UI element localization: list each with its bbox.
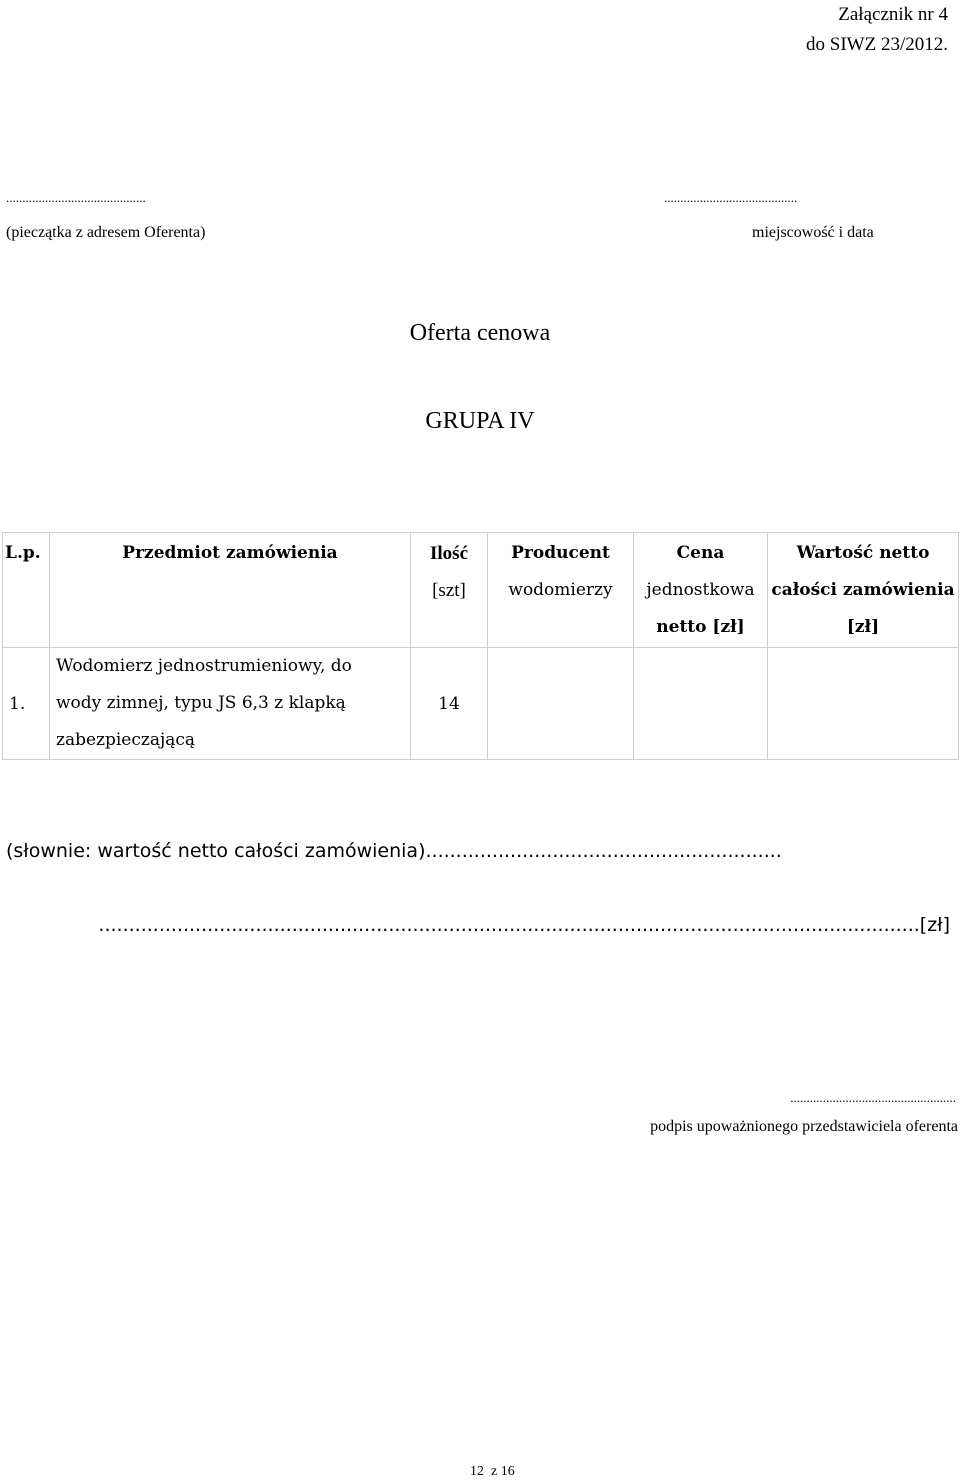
- row-quantity: 14: [411, 648, 488, 760]
- attachment-number: Załącznik nr 4: [838, 4, 948, 25]
- attachment-header: [806, 0, 948, 60]
- row-total-value[interactable]: [768, 648, 959, 760]
- place-date-label: miejscowość i data: [752, 224, 874, 241]
- group-title: GRUPA IV: [425, 408, 535, 434]
- table-row: [3, 648, 959, 760]
- amount-in-words-continuation: ........................................................................................................................................[zł]: [98, 914, 950, 936]
- header-producer: Producent wodomierzy: [488, 533, 634, 648]
- row-producer[interactable]: [488, 648, 634, 760]
- row-subject: Wodomierz jednostrumieniowy, do wody zimnej, typu JS 6,3 z klapką zabezpieczającą: [50, 648, 411, 760]
- signature-label: podpis upoważnionego przedstawiciela oferenta: [650, 1118, 958, 1135]
- stamp-dots: ...........................................: [6, 190, 146, 205]
- place-date-dots: .........................................: [664, 190, 798, 205]
- amount-in-words: (słownie: wartość netto całości zamówienia)...........................................................: [6, 840, 782, 862]
- header-unit-price: Cena jednostkowa netto [zł]: [634, 533, 768, 648]
- row-unit-price[interactable]: [634, 648, 768, 760]
- stamp-label: (pieczątka z adresem Oferenta): [6, 224, 206, 241]
- header-total-value: Wartość netto całości zamówienia [zł]: [768, 533, 959, 648]
- header-subject: Przedmiot zamówienia: [50, 533, 411, 648]
- table-header-row: [3, 533, 959, 648]
- offer-table: [2, 532, 959, 760]
- page-number: 12 z 16: [470, 1464, 515, 1479]
- attachment-reference: do SIWZ 23/2012.: [806, 34, 948, 55]
- row-lp: 1.: [3, 648, 50, 760]
- signature-dots: ...................................................: [790, 1090, 956, 1105]
- header-lp: L.p.: [3, 533, 50, 648]
- page-title: Oferta cenowa: [409, 320, 551, 346]
- header-quantity: Ilość [szt]: [411, 533, 488, 648]
